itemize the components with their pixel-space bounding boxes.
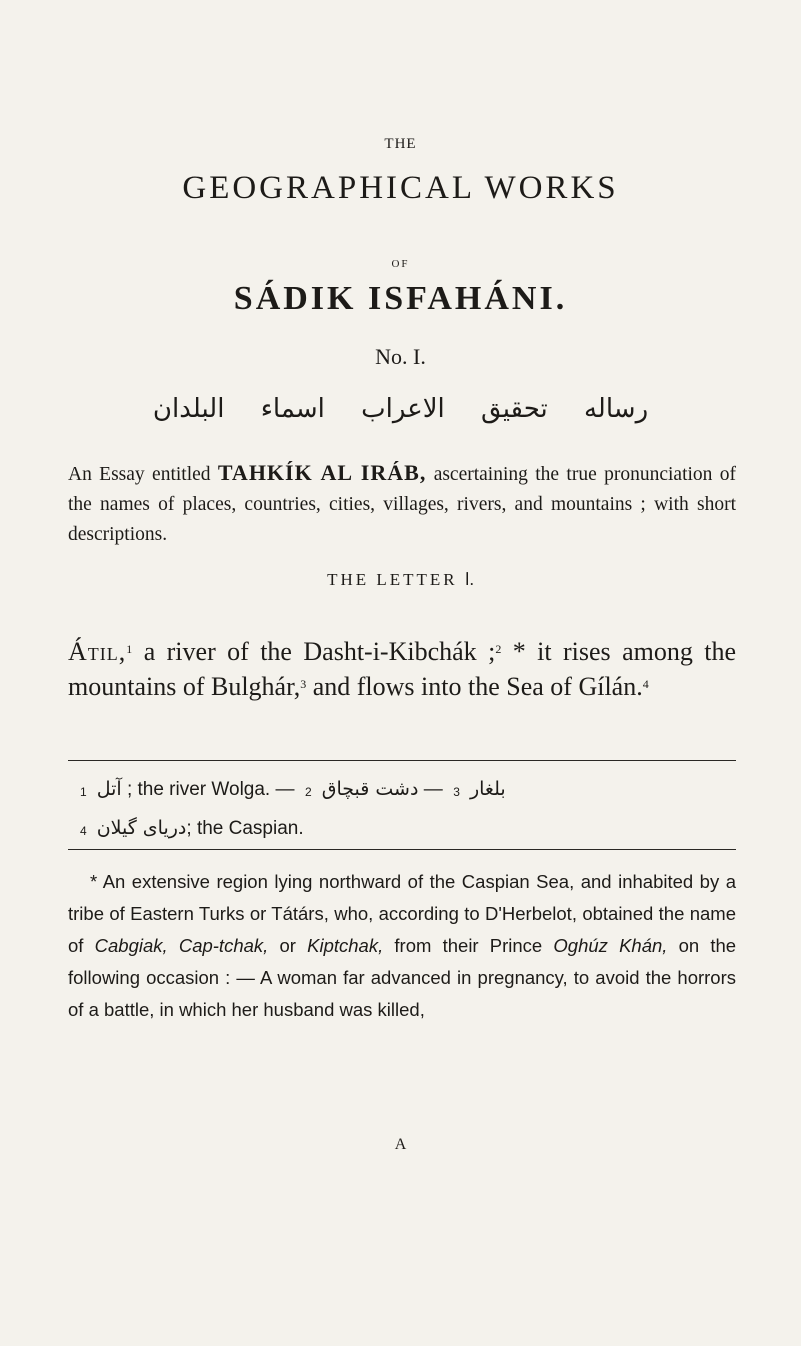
star-note-text-a: An extensive region lying northward of the Caspian Sea, and inhabited by a tribe of Eastern Turks or Tátárs, who, according to D'Herbelot, obtained the name of — [68, 871, 736, 956]
footnote-arabic-1: آتل — [96, 778, 122, 800]
star-note-text-b: from their Prince — [394, 935, 543, 956]
arabic-title: رساله تحقيق الاعراب اسماء البلدان — [152, 394, 649, 424]
essay-title: TAHKÍK AL IRÁB, — [217, 460, 427, 485]
entry-atil — [68, 634, 736, 704]
essay-intro: An Essay entitled — [68, 464, 211, 485]
author-name: SÁDIK ISFAHÁNI. — [233, 280, 568, 317]
page-title: GEOGRAPHICAL WORKS — [182, 170, 619, 206]
essay-description — [68, 458, 736, 550]
heading-of: OF — [391, 258, 410, 270]
footnote-number-1: 1 — [80, 785, 87, 799]
note-divider — [68, 849, 736, 850]
star-note-text-c: on the following occasion : — A woman far advanced in pregnancy, to avoid the horrors of a battle, in which her husband was killed, — [68, 935, 737, 1020]
star-note-or: or — [279, 935, 296, 956]
letter-heading: THE LETTER ا. — [327, 570, 474, 589]
footnote-line-1 — [80, 770, 736, 809]
footnotes — [80, 770, 736, 848]
star-note — [68, 866, 736, 1026]
footnote-arabic-4: دریای گیلان — [96, 817, 187, 839]
entry-text-2: it rises among the mountains of Bulghár, — [68, 637, 737, 701]
signature-mark: A — [394, 1136, 407, 1153]
star-note-marker: * — [90, 871, 98, 892]
footnote-number-3: 3 — [453, 785, 460, 799]
footnote-separator: — — [423, 779, 443, 800]
work-number: No. I. — [375, 344, 426, 369]
entry-headword: Átil, — [68, 637, 127, 666]
footnote-arabic-3: بلغار — [469, 778, 506, 800]
star-note-prince: Oghúz Khán, — [553, 935, 668, 956]
footnote-number-4: 4 — [80, 824, 87, 838]
footnote-ref-4[interactable]: 4 — [642, 677, 649, 691]
star-ref[interactable]: * — [512, 637, 526, 666]
star-note-name-1: Cabgiak, — [94, 935, 168, 956]
footnote-text-4: ; the Caspian. — [186, 818, 304, 839]
footnote-ref-2[interactable]: 2 — [495, 642, 502, 656]
footnote-divider — [68, 760, 736, 761]
footnote-ref-1[interactable]: 1 — [126, 642, 133, 656]
entry-text-1: a river of the Dasht-i-Kibchák ; — [143, 637, 496, 666]
entry-text-3: and flows into the Sea of Gílán. — [312, 672, 643, 701]
essay-rest: ascertaining the true pronunciation of the names of places, countries, cities, villages, rivers, and mountains ; with short descriptions. — [68, 464, 737, 545]
footnote-line-2 — [80, 809, 736, 848]
footnote-ref-3[interactable]: 3 — [300, 677, 307, 691]
footnote-number-2: 2 — [305, 785, 312, 799]
footnote-arabic-2: دشت قبچاق — [321, 778, 419, 800]
heading-the: THE — [384, 136, 417, 152]
footnote-text-1: ; the river Wolga. — — [126, 779, 295, 800]
star-note-name-2: Cap-tchak, — [178, 935, 269, 956]
star-note-name-3: Kiptchak, — [307, 935, 384, 956]
